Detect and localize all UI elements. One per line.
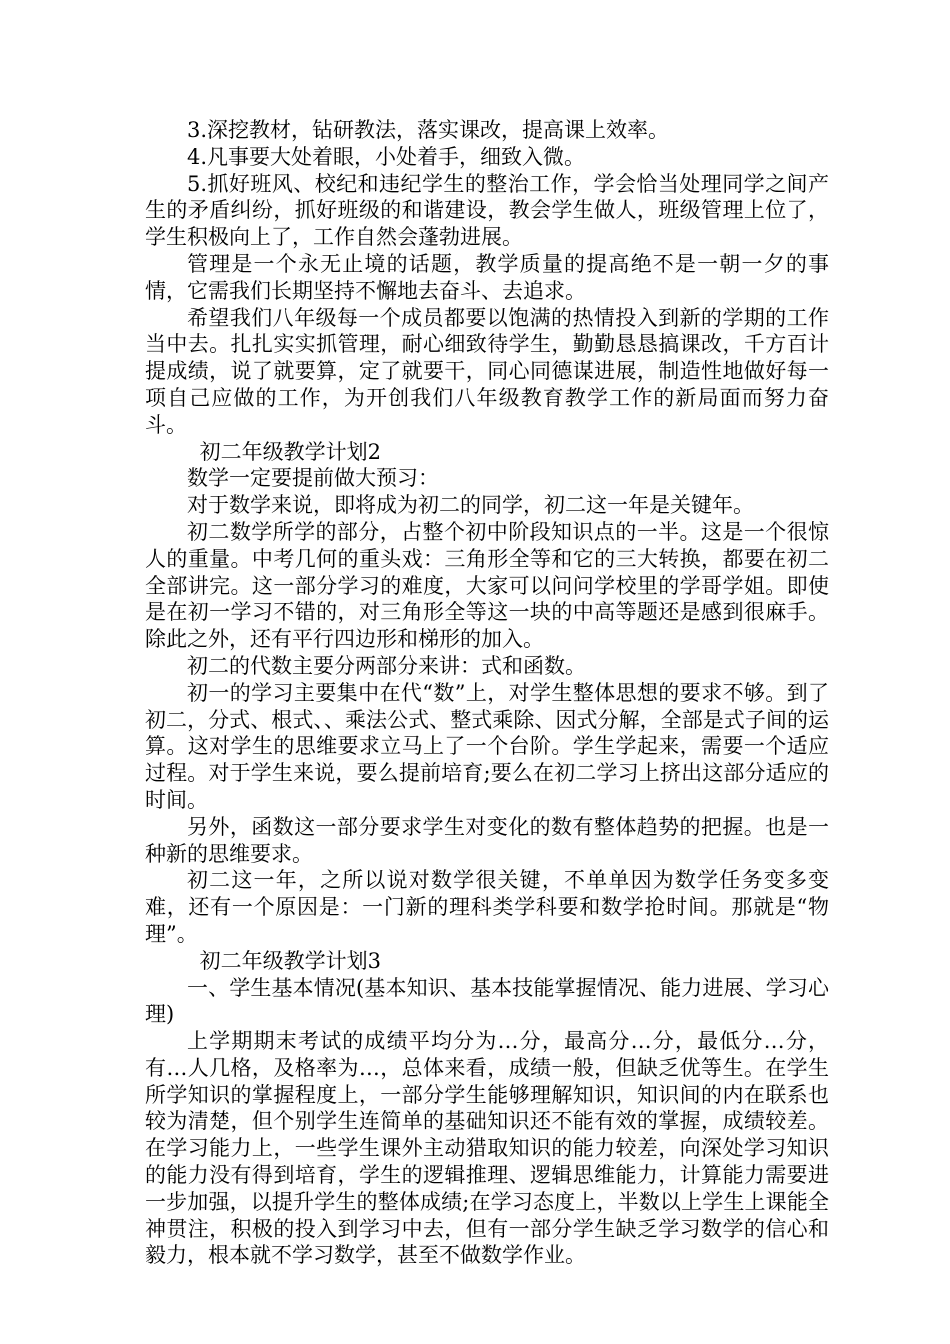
paragraph-physics: 初二这一年，之所以说对数学很关键，不单单因为数学任务变多变难，还有一个原因是：一门新的理科类学科要和数学抢时间。那就是“物理”。 <box>145 868 829 946</box>
paragraph-key-year: 对于数学来说，即将成为初二的同学，初二这一年是关键年。 <box>187 493 754 518</box>
paragraph-item-4: 4.凡事要大处着眼，小处着手，细致入微。 <box>187 144 586 169</box>
paragraph-management: 管理是一个永无止境的话题，教学质量的提高绝不是一朝一夕的事情，它需我们长期坚持不懈地去奋斗、去追求。 <box>145 251 829 303</box>
paragraph-algebra: 初二的代数主要分两部分来讲：式和函数。 <box>187 653 586 678</box>
document-page <box>145 117 829 1269</box>
paragraph-hope: 希望我们八年级每一个成员都要以饱满的热情投入到新的学期的工作当中去。扎扎实实抓管理，耐心细致待学生，勤勤恳恳搞课改，千方百计提成绩，说了就要算，定了就要干，同心同德谋进展，制造性地做好每一项自己应做的工作，为开创我们八年级教育教学工作的新局面而努力奋斗。 <box>145 305 829 437</box>
subheading-student-situation: 一、学生基本情况(基本知识、基本技能掌握情况、能力进展、学习心理) <box>145 975 829 1027</box>
paragraph-expressions: 初一的学习主要集中在代“数”上，对学生整体思想的要求不够。到了初二，分式、根式、、乘法公式、整式乘除、因式分解，全部是式子间的运算。这对学生的思维要求立马上了一个台阶。学生学起来，需要一个适应过程。对于学生来说，要么提前培育;要么在初二学习上挤出这部分适应的时间。 <box>145 680 829 812</box>
paragraph-functions: 另外，函数这一部分要求学生对变化的数有整体趋势的把握。也是一种新的思维要求。 <box>145 814 829 866</box>
section-heading-plan-3: 初二年级教学计划3 <box>199 948 381 973</box>
paragraph-item-5: 5.抓好班风、校纪和违纪学生的整治工作，学会恰当处理同学之间产生的矛盾纠纷，抓好班级的和谐建设，教会学生做人，班级管理上位了，学生积极向上了，工作自然会蓬勃进展。 <box>145 171 829 250</box>
section-heading-plan-2: 初二年级教学计划2 <box>199 439 381 464</box>
paragraph-item-3: 3.深挖教材，钻研教法，落实课改，提高课上效率。 <box>187 118 670 142</box>
paragraph-preview: 数学一定要提前做大预习： <box>187 466 439 491</box>
paragraph-geometry: 初二数学所学的部分，占整个初中阶段知识点的一半。这是一个很惊人的重量。中考几何的重头戏：三角形全等和它的三大转换，都要在初二全部讲完。这一部分学习的难度，大家可以问问学校里的学哥学姐。即使是在初一学习不错的，对三角形全等这一块的中高等题还是感到很麻手。除此之外，还有平行四边形和梯形的加入。 <box>145 519 829 652</box>
paragraph-exam-results: 上学期期末考试的成绩平均分为…分，最高分…分，最低分…分，有…人几格，及格率为…，总体来看，成绩一般，但缺乏优等生。在学生所学知识的掌握程度上，一部分学生能够理解知识，知识间的内在联系也较为清楚，但个别学生连简单的基础知识还不能有效的掌握，成绩较差。在学习能力上，一些学生课外主动猎取知识的能力较差，向深处学习知识的能力没有得到培育，学生的逻辑推理、逻辑思维能力，计算能力需要进一步加强，以提升学生的整体成绩;在学习态度上，半数以上学生上课能全神贯注，积极的投入到学习中去，但有一部分学生缺乏学习数学的信心和毅力，根本就不学习数学，甚至不做数学作业。 <box>145 1029 829 1268</box>
